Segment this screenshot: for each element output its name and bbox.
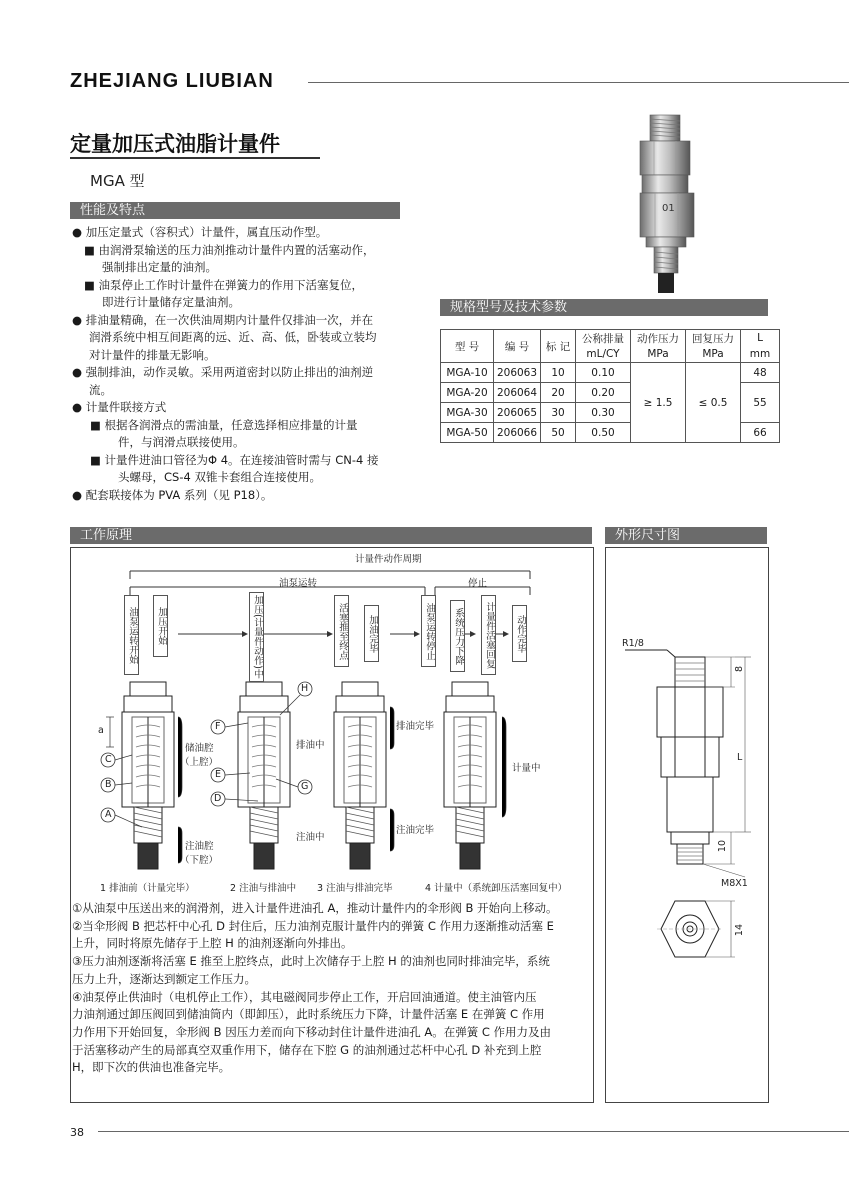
principle-line: 上升，同时将原先储存于上腔 H 的油剂逐渐向外排出。 xyxy=(72,936,353,951)
principle-line: ③压力油剂逐渐将活塞 E 推至上腔终点，此时上次储存于上腔 H 的油剂也同时排油完毕，系统 xyxy=(72,954,550,969)
col-code: 编 号 xyxy=(494,330,541,363)
feature-line: 流。 xyxy=(89,382,112,397)
letter-A: A xyxy=(105,809,112,820)
col-length: L xyxy=(741,330,780,347)
principle-line: 于活塞移动产生的局部真空双重作用下，储存在下腔 G 的油剂通过芯杆中心孔 D 补充到上腔 xyxy=(72,1042,542,1057)
principle-line: 压力上升，逐渐达到额定工作压力。 xyxy=(72,971,256,986)
col-reset-pressure: 回复压力 xyxy=(686,330,741,347)
title-underline xyxy=(70,157,320,159)
photo-label: 01 xyxy=(662,203,675,214)
table-row xyxy=(441,363,780,383)
letter-F: F xyxy=(215,721,221,732)
dim-10: 10 xyxy=(717,840,728,853)
dimension-drawing xyxy=(605,547,767,1101)
cell-mark: 20 xyxy=(541,383,576,403)
step-pump-stop: 油泵运转停止 xyxy=(421,595,436,667)
dim-14: 14 xyxy=(734,924,745,937)
dims-heading: 外形尺寸图 xyxy=(605,527,767,544)
dim-r18: R1/8 xyxy=(622,638,644,649)
upper-chamber-label-2: （上腔） xyxy=(180,757,219,768)
cell-mark: 30 xyxy=(541,403,576,423)
step-pressure-drop: 系统压力下降 xyxy=(450,600,465,672)
cell-code: 206064 xyxy=(494,383,541,403)
cell-volume: 0.20 xyxy=(576,383,631,403)
spec-heading: 规格型号及技术参数 xyxy=(440,299,768,316)
cell-mark: 10 xyxy=(541,363,576,383)
lower-chamber-label: 注油腔 xyxy=(185,841,214,852)
header-divider xyxy=(308,82,849,83)
feature-line: ■ 由润滑泵输送的压力油剂推动计量件内置的活塞动作， xyxy=(84,242,375,257)
feature-line: 润滑系统中相互间距离的远、近、高、低，卧装或立装均 xyxy=(89,330,377,344)
discharging-label: 排油中 xyxy=(296,740,325,751)
features-heading: 性能及特点 xyxy=(70,202,400,219)
feature-line: ● 强制排油，动作灵敏。采用两道密封以防止排出的油剂逆 xyxy=(72,365,374,379)
cell-volume: 0.30 xyxy=(576,403,631,423)
col-length-unit: mm xyxy=(741,346,780,363)
step-action-done: 动作完毕 xyxy=(512,605,527,662)
page-subtitle: MGA 型 xyxy=(90,172,145,190)
feature-line: ● 排油量精确，在一次供油周期内计量件仅排油一次，并在 xyxy=(72,312,374,327)
caption-1: 1 排油前（计量完毕） xyxy=(100,883,195,894)
cell-reset-pressure: ≤ 0.5 xyxy=(686,363,741,443)
col-action-pressure-unit: MPa xyxy=(631,346,686,363)
cell-length: 55 xyxy=(741,383,780,423)
step-piston-return: 计量件活塞回复 xyxy=(481,595,496,675)
dim-m8: M8X1 xyxy=(721,878,748,889)
cell-length: 48 xyxy=(741,363,780,383)
feature-line: 即进行计量储存定量油剂。 xyxy=(102,295,240,309)
principle-diagram xyxy=(70,547,592,877)
col-mark: 标 记 xyxy=(541,330,576,363)
letter-C: C xyxy=(105,754,112,765)
pump-run-label: 油泵运转 xyxy=(279,578,318,589)
cell-length: 66 xyxy=(741,423,780,443)
injecting-label: 注油中 xyxy=(296,832,325,843)
step-pump-start: 油泵运转开始 xyxy=(124,595,139,675)
page-number: 38 xyxy=(70,1126,84,1139)
feature-line: 头螺母，CS-4 双锥卡套组合连接使用。 xyxy=(118,470,321,484)
cell-model: MGA-20 xyxy=(441,383,494,403)
cell-volume: 0.10 xyxy=(576,363,631,383)
features-list xyxy=(72,224,412,504)
feature-line: ■ 计量件进油口管径为Φ 4。在连接油管时需与 CN-4 接 xyxy=(90,452,379,467)
cell-volume: 0.50 xyxy=(576,423,631,443)
dim-a: a xyxy=(98,725,104,736)
feature-line: 件，与润滑点联接使用。 xyxy=(118,435,245,449)
principle-line: H，即下次的供油也准备完毕。 xyxy=(72,1060,231,1075)
cell-model: MGA-50 xyxy=(441,423,494,443)
cell-model: MGA-30 xyxy=(441,403,494,423)
col-volume-unit: mL/CY xyxy=(576,346,631,363)
col-reset-pressure-unit: MPa xyxy=(686,346,741,363)
cell-action-pressure: ≥ 1.5 xyxy=(631,363,686,443)
step-pressurizing: 加压(计量件动作)中 xyxy=(249,592,264,682)
brand-name: ZHEJIANG LIUBIAN xyxy=(70,70,274,92)
metering-label: 计量中 xyxy=(512,763,541,774)
discharge-done-label: 排油完毕 xyxy=(396,721,435,732)
letter-B: B xyxy=(105,779,112,790)
footer-divider xyxy=(98,1131,849,1132)
principle-line: ④油泵停止供油时（电机停止工作），其电磁阀同步停止工作，开启回油通道。使主油管内压 xyxy=(72,989,537,1004)
cell-mark: 50 xyxy=(541,423,576,443)
dim-8: 8 xyxy=(734,666,745,673)
principle-description xyxy=(72,900,582,1077)
page-title: 定量加压式油脂计量件 xyxy=(70,132,280,156)
feature-line: ■ 根据各润滑点的需油量，任意选择相应排量的计量 xyxy=(90,417,358,432)
feature-line: 对计量件的排量无影响。 xyxy=(89,347,216,362)
principle-line: ①从油泵中压送出来的润滑剂，进入计量件进油孔 A，推动计量件内的伞形阀 B 开始向上移动。 xyxy=(72,901,558,915)
letter-G: G xyxy=(301,781,309,792)
col-model: 型 号 xyxy=(441,330,494,363)
letter-E: E xyxy=(215,769,222,780)
stop-label: 停止 xyxy=(468,578,488,589)
feature-line: ● 计量件联接方式 xyxy=(72,400,167,414)
dim-L: L xyxy=(737,752,743,763)
feature-line: ■ 油泵停止工作时计量件在弹簧力的作用下活塞复位， xyxy=(84,277,364,292)
letter-D: D xyxy=(214,793,222,804)
feature-line: ● 加压定量式（容积式）计量件，属直压动作型。 xyxy=(72,225,328,239)
spec-table xyxy=(440,329,780,443)
caption-2: 2 注油与排油中 xyxy=(230,883,297,894)
lower-chamber-label-2: （下腔） xyxy=(180,855,219,866)
caption-3: 3 注油与排油完毕 xyxy=(317,883,393,894)
inject-done-label: 注油完毕 xyxy=(396,825,435,836)
cell-code: 206065 xyxy=(494,403,541,423)
metering-valve-photo xyxy=(628,113,708,295)
caption-4: 4 计量中（系统卸压活塞回复中） xyxy=(425,883,568,894)
feature-line: ● 配套联接体为 PVA 系列（见 P18）。 xyxy=(72,487,273,502)
col-action-pressure: 动作压力 xyxy=(631,330,686,347)
letter-H: H xyxy=(301,683,309,694)
principle-heading: 工作原理 xyxy=(70,527,592,544)
col-volume: 公称排量 xyxy=(576,330,631,347)
step-oil-done: 加油完毕 xyxy=(364,605,379,662)
principle-line: 力作用下开始回复，伞形阀 B 因压力差而向下移动封住计量件进油孔 A。在弹簧 C 作用力及由 xyxy=(72,1024,552,1039)
cell-code: 206066 xyxy=(494,423,541,443)
cell-code: 206063 xyxy=(494,363,541,383)
principle-line: 力油剂通过卸压阀回到储油筒内（即卸压），此时系统压力下降，计量件活塞 E 在弹簧 C 作用 xyxy=(72,1007,545,1022)
principle-line: ②当伞形阀 B 把芯杆中心孔 D 封住后，压力油剂克服计量件内的弹簧 C 作用力逐渐推动活塞 E xyxy=(72,918,554,933)
step-piston-end: 活塞推至终点 xyxy=(334,595,349,667)
cycle-label: 计量件动作周期 xyxy=(355,554,422,565)
upper-chamber-label: 储油腔 xyxy=(185,743,214,754)
feature-line: 强制排出定量的油剂。 xyxy=(102,260,217,274)
cell-model: MGA-10 xyxy=(441,363,494,383)
step-pressurize-start: 加压开始 xyxy=(153,595,168,657)
